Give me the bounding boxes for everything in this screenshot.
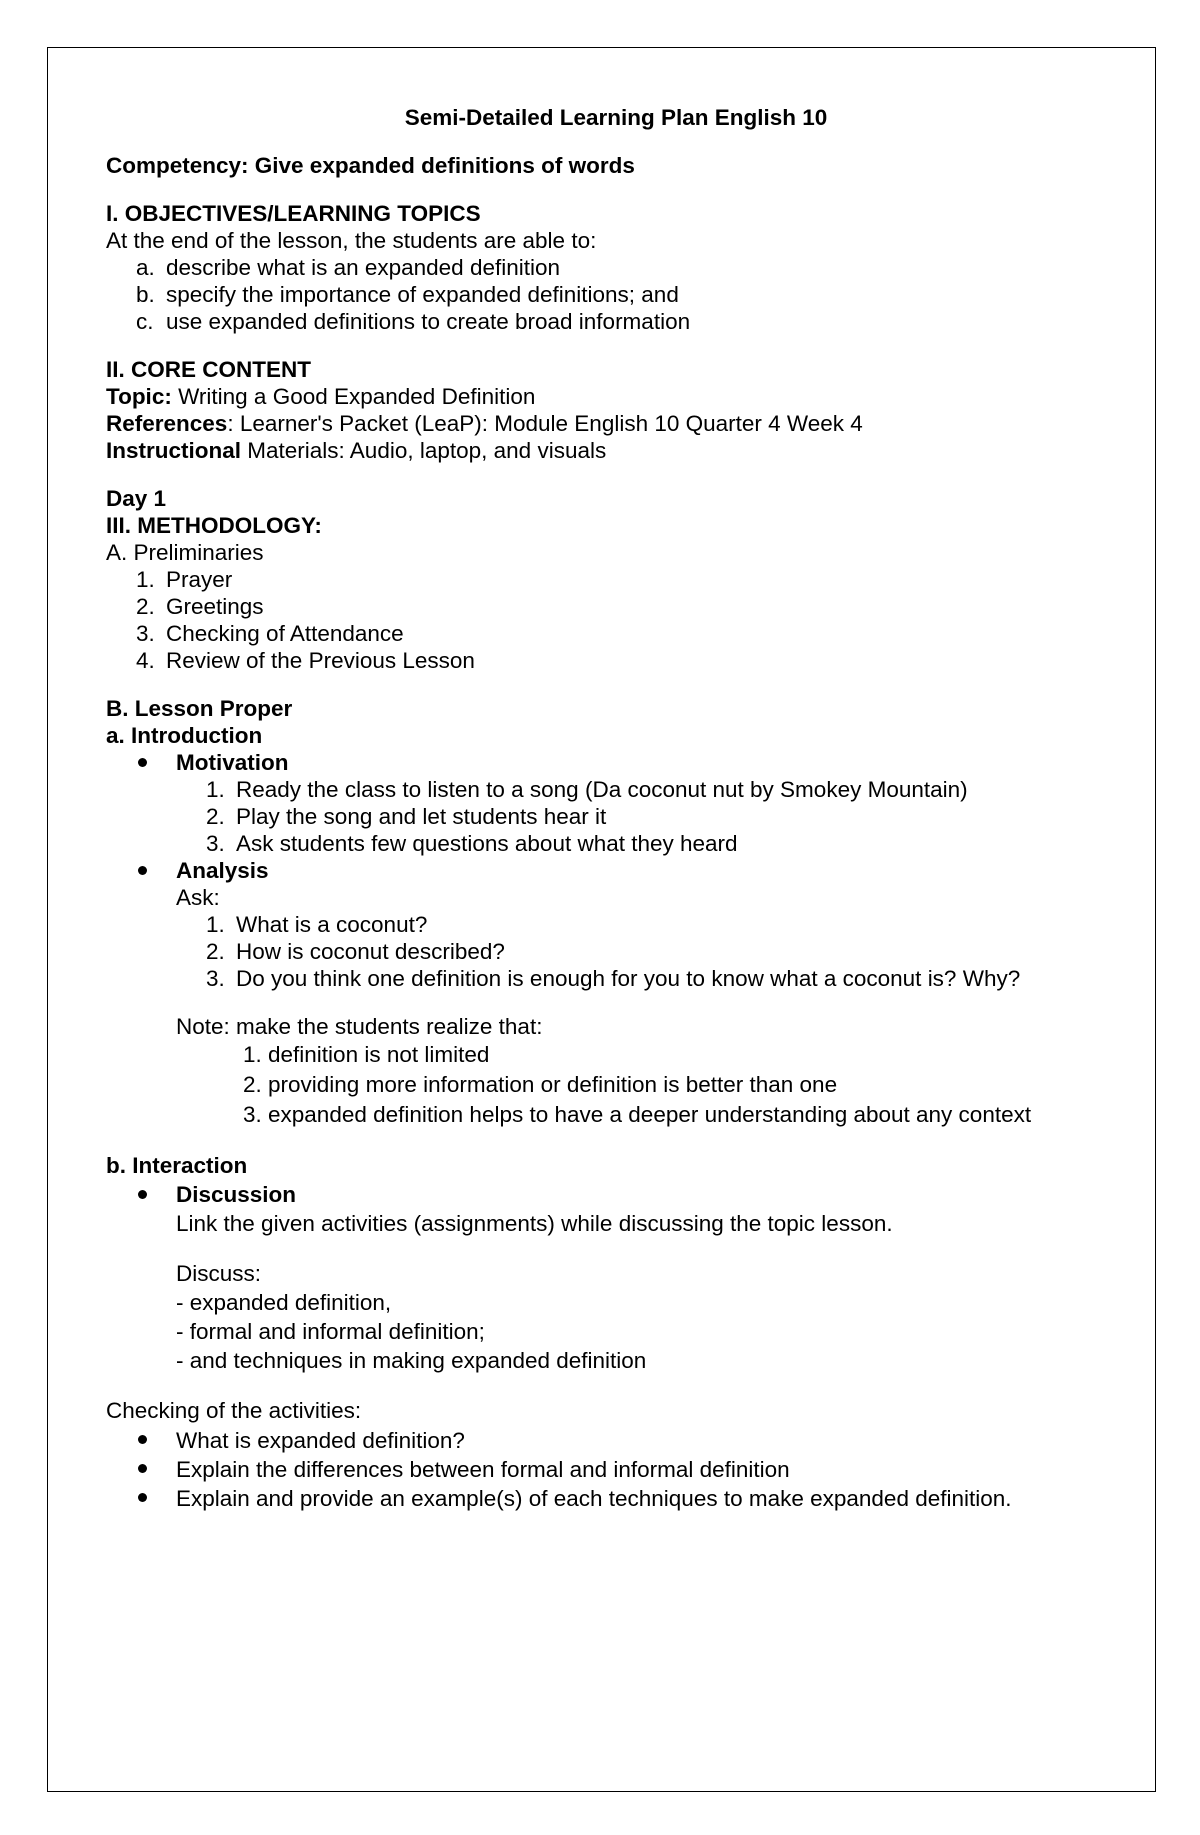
checking-heading: Checking of the activities: <box>106 1398 362 1423</box>
motivation-item: 3. Ask students few questions about what they heard <box>206 831 738 856</box>
methodology-heading: III. METHODOLOGY: <box>106 513 322 538</box>
lesson-proper-heading: B. Lesson Proper <box>106 696 293 721</box>
analysis-item: 1. What is a coconut? <box>206 912 428 937</box>
analysis-bullet: Analysis <box>106 857 1116 884</box>
objectives-heading: I. OBJECTIVES/LEARNING TOPICS <box>106 201 481 226</box>
interaction-heading: b. Interaction <box>106 1153 248 1178</box>
core-content-heading: II. CORE CONTENT <box>106 357 312 382</box>
motivation-item: 2. Play the song and let students hear it <box>206 804 607 829</box>
bullet-icon <box>138 1181 176 1209</box>
checking-item: Explain the differences between formal and informal definition <box>106 1455 1116 1484</box>
discuss-item: - formal and informal definition; <box>176 1319 485 1344</box>
competency-line: Competency: Give expanded definitions of words <box>106 153 635 178</box>
note-item: 2. providing more information or definition is better than one <box>243 1072 838 1097</box>
bullet-icon <box>138 749 176 776</box>
checking-item: Explain and provide an example(s) of each techniques to make expanded definition. <box>106 1484 1116 1513</box>
ask-label: Ask: <box>176 885 220 910</box>
bullet-icon <box>138 1484 176 1513</box>
day-heading: Day 1 <box>106 486 167 511</box>
note-list <box>106 1040 1116 1130</box>
discussion-text: Link the given activities (assignments) while discussing the topic lesson. <box>176 1211 893 1236</box>
discuss-label: Discuss: <box>176 1261 262 1286</box>
objective-item: a. describe what is an expanded definition <box>136 255 561 280</box>
discussion-block <box>106 1209 1116 1375</box>
discussion-bullet: Discussion <box>106 1181 1116 1209</box>
objective-item: c. use expanded definitions to create broad information <box>136 309 691 334</box>
preliminary-item: 2. Greetings <box>136 594 264 619</box>
bullet-icon <box>138 857 176 884</box>
discuss-item: - and techniques in making expanded definition <box>176 1348 647 1373</box>
note-item: 1. definition is not limited <box>243 1042 490 1067</box>
preliminary-item: 1. Prayer <box>136 567 233 592</box>
introduction-heading: a. Introduction <box>106 723 263 748</box>
materials-line: Instructional Materials: Audio, laptop, and visuals <box>106 438 607 463</box>
note-line: Note: make the students realize that: <box>176 1014 543 1039</box>
checking-item: What is expanded definition? <box>106 1426 1116 1455</box>
motivation-item: 1. Ready the class to listen to a song (Da coconut nut by Smokey Mountain) <box>206 777 968 802</box>
note-item: 3. expanded definition helps to have a deeper understanding about any context <box>243 1102 1032 1127</box>
preliminary-item: 3. Checking of Attendance <box>136 621 404 646</box>
analysis-item: 2. How is coconut described? <box>206 939 505 964</box>
document-title: Semi-Detailed Learning Plan English 10 <box>404 105 828 130</box>
objectives-intro: At the end of the lesson, the students are able to: <box>106 228 597 253</box>
preliminary-item: 4. Review of the Previous Lesson <box>136 648 475 673</box>
topic-line: Topic: Writing a Good Expanded Definition <box>106 384 536 409</box>
objective-item: b. specify the importance of expanded definitions; and <box>136 282 679 307</box>
analysis-item: 3. Do you think one definition is enough for you to know what a coconut is? Why? <box>206 966 1021 991</box>
discuss-item: - expanded definition, <box>176 1290 392 1315</box>
bullet-icon <box>138 1426 176 1455</box>
bullet-icon <box>138 1455 176 1484</box>
references-line: References: Learner's Packet (LeaP): Module English 10 Quarter 4 Week 4 <box>106 411 863 436</box>
document-body <box>106 104 1116 1513</box>
preliminaries-heading: A. Preliminaries <box>106 540 264 565</box>
motivation-bullet: Motivation <box>106 749 1116 776</box>
